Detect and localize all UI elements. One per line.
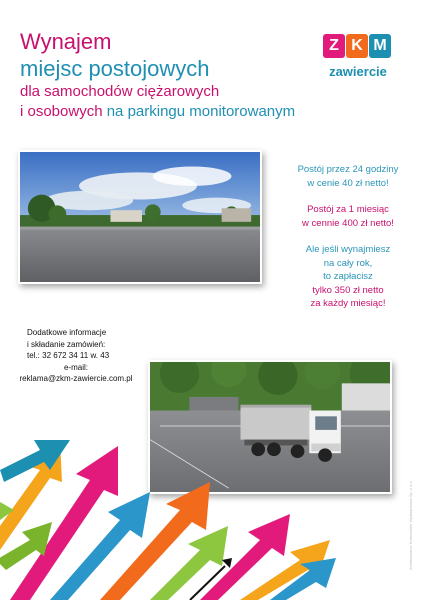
offer-year-line-2: na cały rok, <box>323 257 373 269</box>
logo-blocks <box>323 34 393 60</box>
headline <box>20 28 350 122</box>
offer-month-line-2: w cennie 400 zł netto! <box>302 217 394 229</box>
offer-24h-line-2: w cenie 40 zł netto! <box>307 177 389 189</box>
parking-lot-photo <box>18 150 262 284</box>
headline-line-4 <box>20 102 350 122</box>
offer-month-line-1: Postój za 1 miesiąc <box>307 204 389 215</box>
offer-year-line-3: to zapłacisz <box>323 271 373 282</box>
headline-line-4a: i osobowych <box>20 103 103 120</box>
logo-letter-z: Z <box>323 34 345 58</box>
offer-year-line-5: za każdy miesiąc! <box>310 298 386 309</box>
logo-letter-k: K <box>346 34 368 58</box>
logo-letter-m: M <box>369 34 391 58</box>
contact-phone: tel.: 32 672 34 11 w. 43 <box>27 351 110 360</box>
headline-line-3: dla samochodów ciężarowych <box>20 83 220 100</box>
zkm-logo <box>320 34 396 84</box>
offer-year-line-1: Ale jeśli wynajmiesz <box>305 244 391 255</box>
offer-24h-line-1: Postój przez 24 godziny <box>297 164 399 175</box>
contact-email-label: e-mail: <box>63 362 88 372</box>
logo-name: zawiercie <box>329 64 387 79</box>
price-offers <box>282 163 414 324</box>
contact-email[interactable]: reklama@zkm-zawiercie.com.pl <box>19 374 133 383</box>
headline-line-2: miejsc postojowych <box>20 56 210 81</box>
headline-line-4b: na parkingu monitorowanym <box>102 103 296 120</box>
offer-year-line-4: tylko 350 zł netto <box>312 284 384 296</box>
offer-year <box>282 243 414 311</box>
contact-line-1: Dodatkowe informacje <box>27 328 107 337</box>
offer-month <box>282 203 414 230</box>
decorative-arrows <box>0 410 424 600</box>
contact-info <box>10 327 142 385</box>
contact-line-2: i składanie zamówień: <box>27 339 106 349</box>
offer-24h <box>282 163 414 190</box>
print-credit: Zrealizowano: Komunalne Wydawnictwa Sp. z o.o. <box>408 480 413 570</box>
headline-line-1: Wynajem <box>20 29 112 54</box>
